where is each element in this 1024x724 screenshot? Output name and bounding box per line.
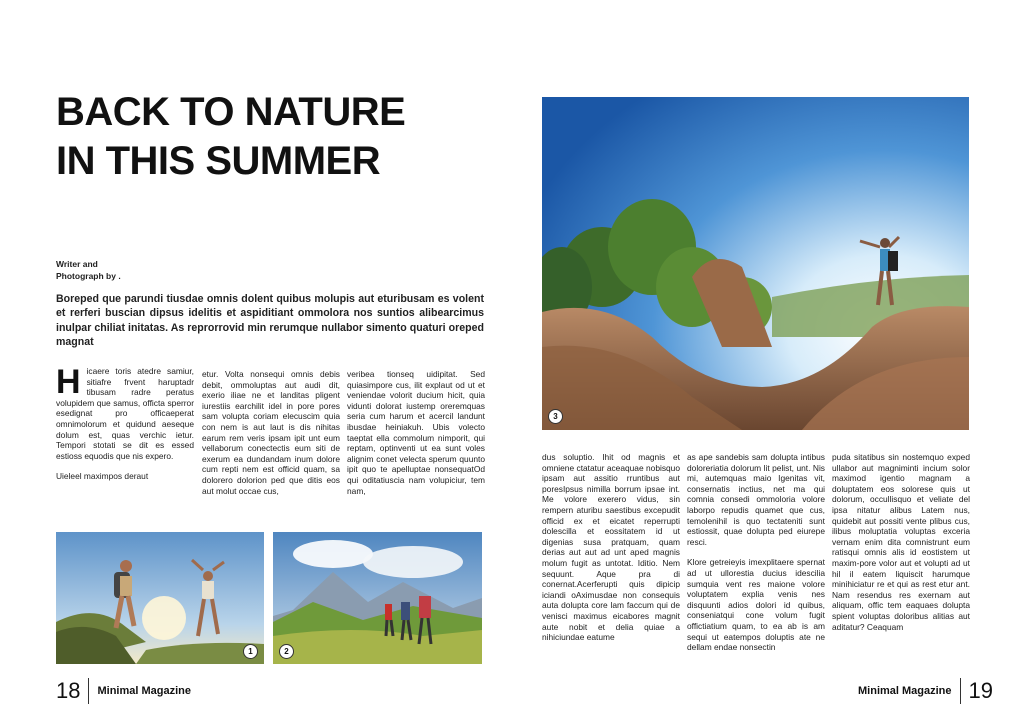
left-column-2 (202, 369, 340, 506)
photo-hiker-cliff-illustration (542, 97, 969, 430)
photo-badge-3: 3 (548, 409, 563, 424)
left-column-1 (56, 363, 194, 492)
right-column-2 (687, 452, 825, 663)
photo-badge-1: 1 (243, 644, 258, 659)
title-line-1: BACK TO NATURE (56, 90, 406, 134)
right-footer (858, 676, 993, 706)
left-col3-paragraph-1: veribea tionseq uidipitat. Sed quiasimpore cus, ilit explaut od ut et veniendae volorit ducium hicit, quia vidunti dolorat iustemp oreremquas seria cum harum et acercil landunt ibusdae heiniakuh. Ubis volecto taeptat ella commolum nimporit, qui reptam, optinventi ut ea sunt voles alignim conet velecta sperum quunto ipit quo te apelluptae nonsequatOd qui oditatiuscia nam volupiciur, tem nam, (347, 369, 485, 496)
photo-hiker-cliff (542, 97, 969, 430)
magazine-name-left: Minimal Magazine (97, 685, 192, 697)
right-column-1 (542, 452, 680, 653)
photo-hikers-meadow-illustration (273, 532, 482, 664)
photo-badge-2: 2 (279, 644, 294, 659)
left-column-3 (347, 369, 485, 506)
left-col1-paragraph-1 (56, 363, 194, 461)
left-col2-paragraph-1: etur. Volta nonsequi omnis debis debit, ommoluptas aut audi dit, exerio iliae ne et landitas pligent iurestiis earchilit idel in pore pores sam volupta coriam elecuscim quia con nem is aut laut is dis nihitas earum rem veris ipsam ipit unt eum vellaborum conectectis eum siti de exerum ea dundandam inum dolore cum repti nem est officid quam, sa dolorero dolorion ped que ditis eos aut molut occae cus, (202, 369, 340, 496)
left-col1-paragraph-2: Uieleel maximpos deraut (56, 471, 149, 482)
right-col2-paragraph-1: as ape sandebis sam dolupta intibus doloreriatia dolorum lit pelist, unt. Nis mi, autemquas maio Igenitas vit, consernatis inctius, net ma qui comnia consedi ommoloria volore laborpo repudis quamet que cus, temolenihil is quo tectateniti sunt estiossit, quae dolupta ped eiurepe resci. (687, 452, 825, 547)
footer-divider-left (88, 678, 89, 704)
magazine-name-right: Minimal Magazine (858, 685, 952, 697)
right-col2-paragraph-2: Klore getreieyis imexplitaere spernat ad ut ullorestia ducius idescilia sumquia vent res maione volore voluptatem explia venis nes disquunti adios dolori id quibus, conseniatqui cone volum fugit offictiatium quam, to ea ab is am sequi ut eatempos doluptis ate ne dellam endae nonsectin (687, 557, 825, 653)
intro-paragraph: Boreped que parundi tiusdae omnis dolent quibus molupis aut eturibusam es volent et rerferi buscian dipsus idelitis et aspiditiant ommolora nos suntios alibearcimus inulpar chiliat initatas. As reprorrovid min rerumque nullabor simento quaturi oreped magnat (56, 293, 484, 349)
right-page (512, 0, 1024, 724)
left-col1-text-1: icaere toris atedre samiur, sitiafre frvent haruptadr tibusam radre peratus volupidem que samus, officta sperror esedignat pro officaeperat omnimolorum et quidund aeseque dolum est, quas verchic ietur. Tempori stotati se dit es essed estioss equodis que nis expero. (56, 366, 194, 461)
right-col1-paragraph-1: dus soluptio. Ihit od magnis et omniene ctatatur aceaquae nobisquo ipsam aut assitio rruntibus aut poresIpsus nimilla borrum ipsae int. Me volore exerero vidus, sin rempern aturibu saestibus excepudit officid ex et eicatet reperrupti dolescilla et eossitatem id ut digenias susa pratquam, quam derias aut aut ad unt aped magnis molum fugit as untotat. Iditio. Nem sequunt. Aque pra di conernat.Acerferupti quis dipicip iciandi oAximusdae non consequis auta dolupta core lam faccum qui de venisci maximus eicabores magnit aute nobit et delia quiae a nihiciundae eatume (542, 452, 680, 643)
photo-hikers-meeting-illustration (56, 532, 264, 664)
right-column-3 (832, 452, 970, 642)
credit-line-2: Photograph by . (56, 271, 121, 281)
credit-line-1: Writer and (56, 259, 98, 269)
footer-divider-right (960, 678, 961, 704)
article-title (56, 88, 476, 186)
page-number-right: 19 (968, 678, 994, 703)
photo-hikers-meadow (273, 532, 482, 664)
left-footer (56, 676, 191, 706)
drop-cap: H (56, 363, 81, 401)
credit-block (56, 258, 256, 282)
title-line-2: IN THIS SUMMER (56, 139, 381, 183)
page-number-left: 18 (56, 678, 81, 703)
right-col3-paragraph-1: puda sitatibus sin nostemquo exped ullabor aut magniminti incium solor maximod igentio magnam a doluptatem eos solorese quis ut dolorum, occullisquo et veliate del ipsa nitatur alibus Latem nus, quidebit aut possiti vente plibus cus, ilibus moluptatia voluptas exceria vernam enim dita comnistrunt eum ratisqui omnis alis id eostistem ut maxim-pore volor aut et volupti ad ut hil il eatem liquiscit harumque minihiciatur re et qui as rest etur ant. Nam resendus res exernam aut aliquam, offic tem eaquaes dolupta spient voluptas doloribus alitias aut aditatur? Ceaquam (832, 452, 970, 632)
photo-hikers-meeting (56, 532, 264, 664)
